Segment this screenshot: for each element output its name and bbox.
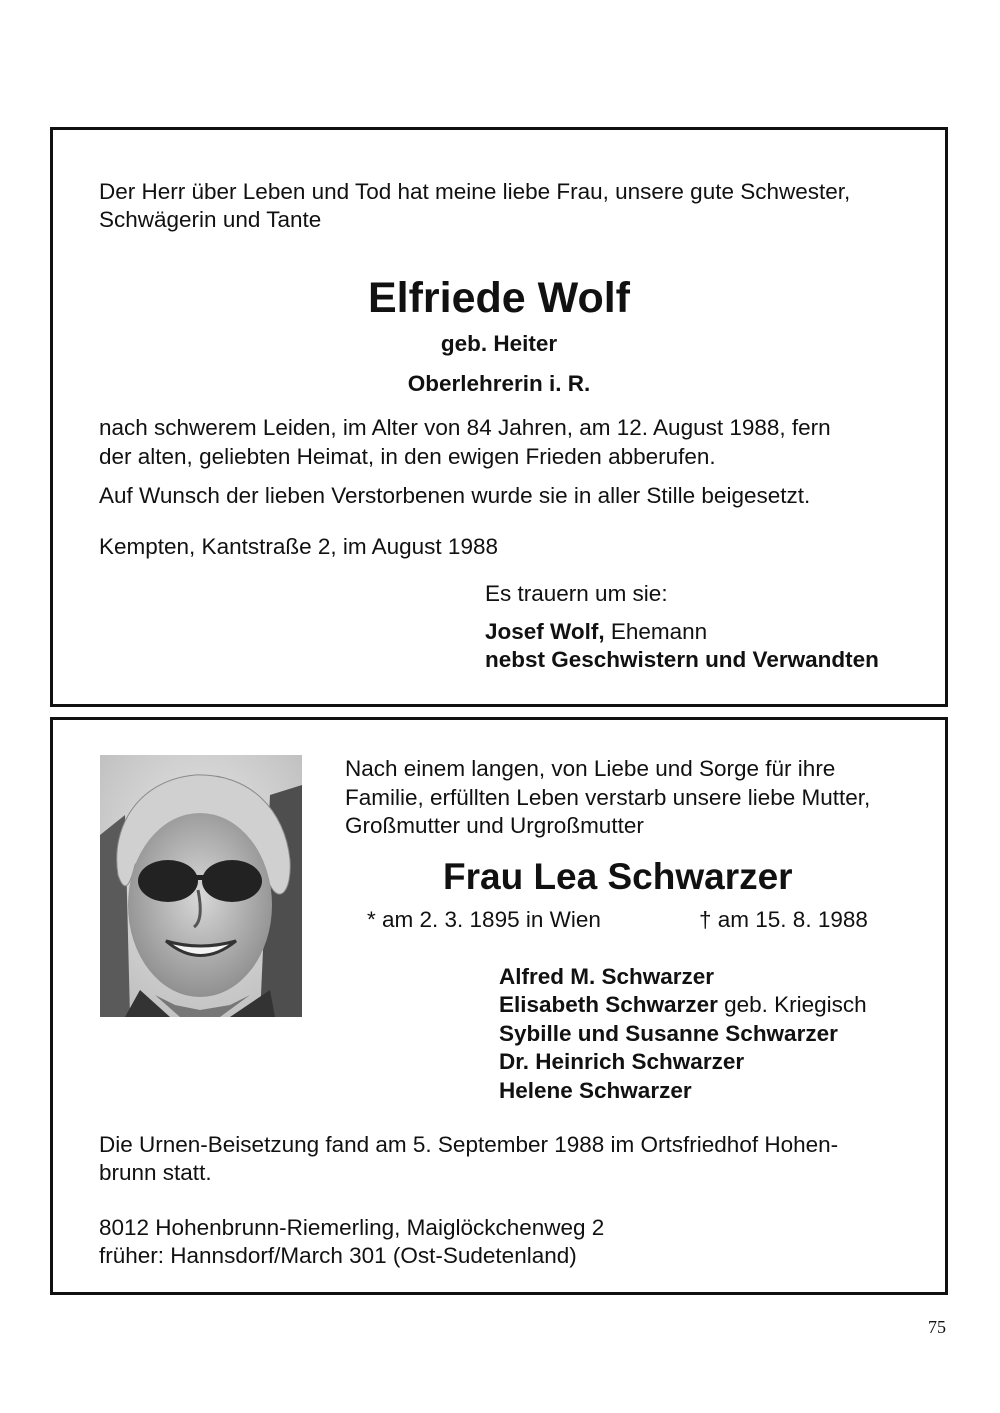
deceased-name: Frau Lea Schwarzer [443, 856, 793, 897]
burial-note: Auf Wunsch der lieben Verstorbenen wurde sie in aller Stille beigesetzt. [99, 483, 811, 508]
obituary-lea-schwarzer [50, 717, 948, 1295]
intro-line-2: Schwägerin und Tante [99, 207, 322, 232]
address-line-2: früher: Hannsdorf/March 301 (Ost-Sudetenland) [99, 1243, 577, 1268]
family-member-name: Elisabeth Schwarzer [499, 992, 718, 1017]
death-date: † am 15. 8. 1988 [699, 907, 868, 932]
family-member [499, 1077, 692, 1105]
husband-line [485, 618, 707, 646]
deceased-name: Elfriede Wolf [367, 274, 630, 322]
family-member [499, 1020, 838, 1048]
family-member [499, 1048, 744, 1076]
family-member-name: Dr. Heinrich Schwarzer [499, 1049, 745, 1074]
portrait-photo-icon [100, 755, 302, 1017]
family-member-name: Sybille und Susanne Schwarzer [499, 1021, 838, 1046]
born-name: geb. Heiter [440, 331, 558, 356]
burial-line-2: brunn statt. [99, 1160, 212, 1185]
family-member-name: Alfred M. Schwarzer [499, 964, 715, 989]
family-member [499, 963, 714, 991]
obituary-elfriede-wolf [50, 127, 948, 707]
burial-line-1: Die Urnen-Beisetzung fand am 5. September 1988 im Ortsfriedhof Hohen- [99, 1132, 839, 1157]
intro-line-1: Der Herr über Leben und Tod hat meine liebe Frau, unsere gute Schwester, [99, 179, 851, 204]
place-date: Kempten, Kantstraße 2, im August 1988 [99, 534, 498, 559]
portrait-photo [100, 755, 302, 1017]
family-member-name: Helene Schwarzer [499, 1078, 692, 1103]
husband-role: Ehemann [610, 619, 708, 644]
husband-name: Josef Wolf, [485, 619, 605, 644]
family-member [499, 991, 867, 1019]
birth-date: * am 2. 3. 1895 in Wien [367, 907, 601, 932]
mourners-intro: Es trauern um sie: [485, 581, 668, 606]
family-member-suffix: geb. Kriegisch [724, 992, 867, 1017]
page-number: 75 [928, 1317, 946, 1337]
intro-line-1: Nach einem langen, von Liebe und Sorge für ihre [345, 756, 836, 781]
relatives-line: nebst Geschwistern und Verwandten [485, 647, 879, 672]
intro-line-3: Großmutter und Urgroßmutter [345, 813, 644, 838]
address-line-1: 8012 Hohenbrunn-Riemerling, Maiglöckchenweg 2 [99, 1215, 605, 1240]
deceased-title: Oberlehrerin i. R. [407, 371, 591, 396]
intro-line-2: Familie, erfüllten Leben verstarb unsere liebe Mutter, [345, 785, 871, 810]
body-line-2: der alten, geliebten Heimat, in den ewigen Frieden abberufen. [99, 444, 716, 469]
body-line-1: nach schwerem Leiden, im Alter von 84 Jahren, am 12. August 1988, fern [99, 415, 831, 440]
